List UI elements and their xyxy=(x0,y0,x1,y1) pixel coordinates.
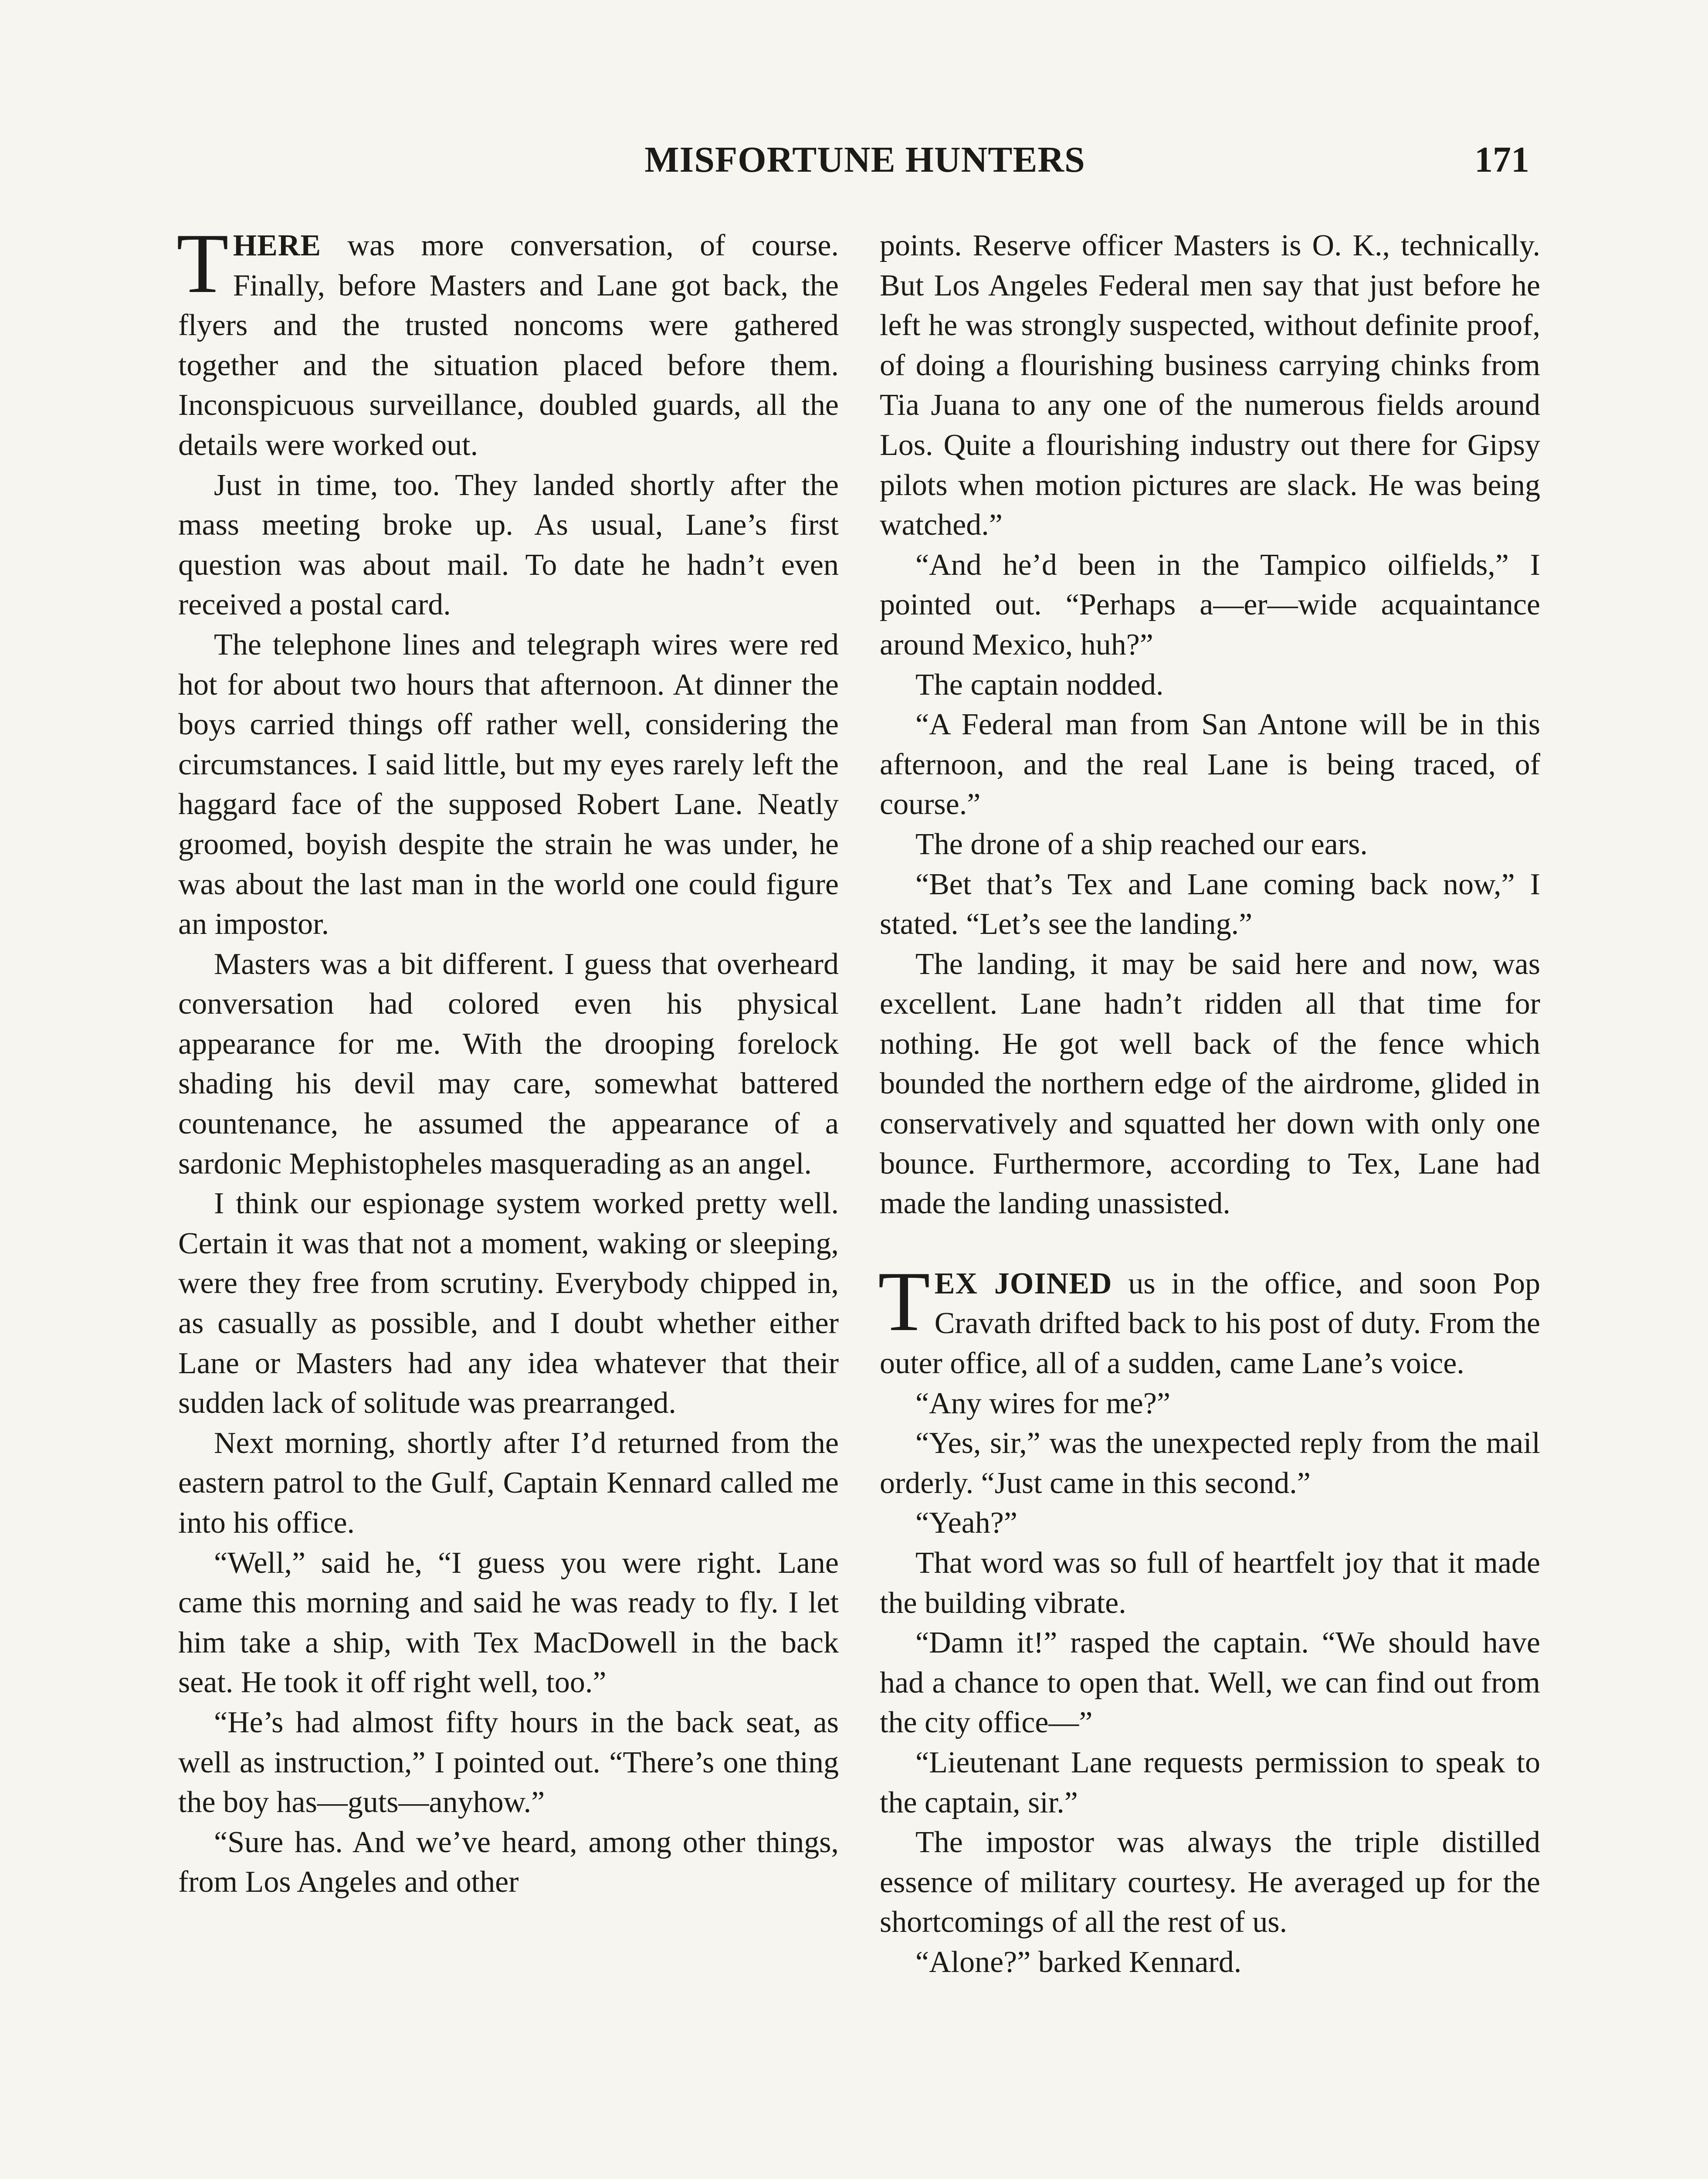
paragraph: “He’s had almost fifty hours in the back seat, as well as instruction,” I pointed out. “There’s one thing the boy has—guts—anyhow.” xyxy=(178,1705,839,1819)
paragraph-text: us in the office, and soon Pop Cravath drifted back to his post of duty. From the outer office, all of a sudden, came Lane’s voice. xyxy=(880,1266,1540,1381)
paragraph xyxy=(176,216,839,465)
paragraph: “Well,” said he, “I guess you were right. Lane came this morning and said he was ready to fly. I let him take a ship, with Tex MacDowell in the back seat. He took it off right well, too.” xyxy=(178,1546,839,1700)
paragraph: “Yes, sir,” was the unexpected reply from the mail orderly. “Just came in this second.” xyxy=(880,1426,1540,1500)
lead-in: HERE xyxy=(233,229,322,262)
paragraph: points. Reserve officer Masters is O. K., technically. But Los Angeles Federal men say that just before he left he was strongly suspected, without definite proof, of doing a flourishing business carrying chinks from Tia Juana to any one of the numerous fields around Los. Quite a flourishing industry out there for Gipsy pilots when motion pictures are slack. He was being watched.” xyxy=(880,229,1540,542)
paragraph: “A Federal man from San Antone will be in this afternoon, and the real Lane is being traced, of course.” xyxy=(880,708,1540,821)
paragraph: I think our espionage system worked pretty well. Certain it was that not a moment, waking or sleeping, were they free from scrutiny. Everybody chipped in, as casually as possible, and I doubt whether either Lane or Masters had any idea whatever that their sudden lack of solitude was prearranged. xyxy=(178,1187,839,1420)
left-column xyxy=(176,216,839,1902)
paragraph xyxy=(878,1254,1540,1384)
paragraph: Just in time, too. They landed shortly after the mass meeting broke up. As usual, Lane’s first question was about mail. To date he hadn’t even received a postal card. xyxy=(178,468,839,622)
paragraph: The captain nodded. xyxy=(915,668,1164,702)
paragraph: The landing, it may be said here and now, was excellent. Lane hadn’t ridden all that time for nothing. He got well back of the fence which bounded the northern edge of the airdrome, glided in conservatively and squatted her down with only one bounce. Furthermore, according to Tex, Lane had made the landing unassisted. xyxy=(880,947,1540,1221)
paragraph: The drone of a ship reached our ears. xyxy=(915,827,1368,861)
paragraph: “Alone?” barked Kennard. xyxy=(915,1945,1242,1979)
paragraph: “Yeah?” xyxy=(915,1506,1017,1540)
paragraph: The impostor was always the triple distilled essence of military courtesy. He averaged up for the shortcomings of all the rest of us. xyxy=(880,1826,1540,1939)
paragraph: “Bet that’s Tex and Lane coming back now,” I stated. “Let’s see the landing.” xyxy=(880,867,1540,941)
running-title: MISFORTUNE HUNTERS xyxy=(644,139,1085,180)
paragraph: “And he’d been in the Tampico oilfields,” I pointed out. “Perhaps a—er—wide acquaintance around Mexico, huh?” xyxy=(880,548,1540,662)
drop-cap: T xyxy=(176,216,229,311)
page-number: 171 xyxy=(1474,139,1529,180)
lead-in: EX JOINED xyxy=(934,1266,1112,1300)
paragraph: “Sure has. And we’ve heard, among other things, from Los Angeles and other xyxy=(178,1825,839,1899)
paragraph: Next morning, shortly after I’d returned from the eastern patrol to the Gulf, Captain Kennard called me into his office. xyxy=(178,1426,839,1540)
paragraph-text: was more conversation, of course. Finally, before Masters and Lane got back, the flyers and the trusted noncoms were gathered together and the situation placed before them. Inconspicuous surveillance, doubled guards, all the details were worked out. xyxy=(178,229,839,462)
drop-cap: T xyxy=(878,1254,930,1349)
paragraph: That word was so full of heartfelt joy that it made the building vibrate. xyxy=(880,1546,1540,1620)
paragraph: The telephone lines and telegraph wires were red hot for about two hours that afternoon. At dinner the boys carried things off rather well, considering the circumstances. I said little, but my eyes rarely left the haggard face of the supposed Robert Lane. Neatly groomed, boyish despite the strain he was under, he was about the last man in the world one could figure an impostor. xyxy=(178,628,839,941)
right-column xyxy=(880,226,1540,1982)
paragraph: “Lieutenant Lane requests permission to speak to the captain, sir.” xyxy=(880,1745,1540,1819)
paragraph: Masters was a bit different. I guess that overheard conversation had colored even his physical appearance for me. With the drooping forelock shading his devil may care, somewhat battered countenance, he assumed the appearance of a sardonic Mephistopheles masquerading as an angel. xyxy=(178,947,839,1181)
paragraph: “Any wires for me?” xyxy=(915,1386,1171,1420)
paragraph: “Damn it!” rasped the captain. “We should have had a chance to open that. Well, we can find out from the city office—” xyxy=(880,1626,1540,1740)
